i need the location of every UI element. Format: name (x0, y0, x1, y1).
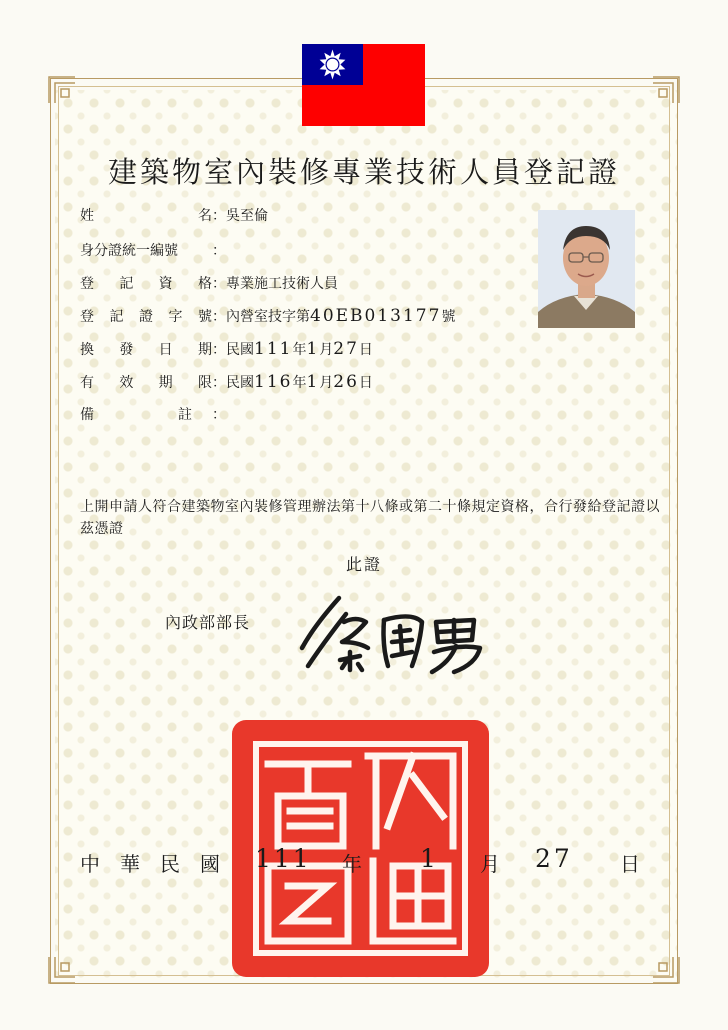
national-flag-icon (302, 44, 425, 126)
field-remarks: 備 註 ： (80, 404, 226, 424)
field-cert-number: 登 記 證 字 號 ： 內營室技字第40EB013177號 (80, 306, 456, 326)
field-cert-number-label: 登 記 證 字 號 (80, 309, 212, 325)
corner-ornament-bottom-right (651, 955, 681, 985)
field-name-value: 吳至倫 (226, 208, 268, 224)
field-qualification-label: 登 記 資 格 (80, 276, 212, 292)
field-name: 姓 名 ： 吳至倫 (80, 205, 268, 225)
field-id-number-label: 身分證統一編號 (80, 243, 178, 259)
corner-ornament-top-left (47, 75, 77, 105)
field-qualification: 登 記 資 格 ： 專業施工技術人員 (80, 273, 338, 293)
field-expiry-date-label: 有 效 期 限 (80, 375, 212, 391)
field-expiry-date-value: 民國116年1月26日 (226, 372, 373, 392)
field-name-label: 姓 名 (80, 208, 212, 224)
issue-date-row: 中 華 民 國 111 年 1 月 27 日 (80, 844, 640, 876)
corner-ornament-bottom-left (47, 955, 77, 985)
date-day: 27 (535, 844, 573, 873)
field-remarks-label: 備 註 (80, 407, 192, 423)
minister-signature (284, 586, 494, 676)
date-month: 1 (420, 844, 439, 873)
holder-photo (538, 210, 635, 328)
corner-ornament-top-right (651, 75, 681, 105)
document-title: 建築物室內裝修專業技術人員登記證 (107, 155, 620, 189)
field-issue-date: 換 發 日 期 ： 民國111年1月27日 (80, 339, 373, 359)
field-issue-date-value: 民國111年1月27日 (226, 339, 373, 359)
field-id-number: 身分證統一編號 ： (80, 240, 226, 260)
minister-title: 內政部部長 (165, 613, 251, 632)
field-cert-number-value: 內營室技字第40EB013177號 (226, 306, 456, 326)
date-year: 111 (255, 844, 312, 873)
certify-text: 此證 (345, 555, 382, 574)
eligibility-statement: 上開申請人符合建築物室內裝修管理辦法第十八條或第二十條規定資格，合行發給登記證以茲憑證 (80, 499, 660, 537)
field-issue-date-label: 換 發 日 期 (80, 342, 212, 358)
field-expiry-date: 有 效 期 限 ： 民國116年1月26日 (80, 372, 373, 392)
field-qualification-value: 專業施工技術人員 (226, 276, 338, 292)
